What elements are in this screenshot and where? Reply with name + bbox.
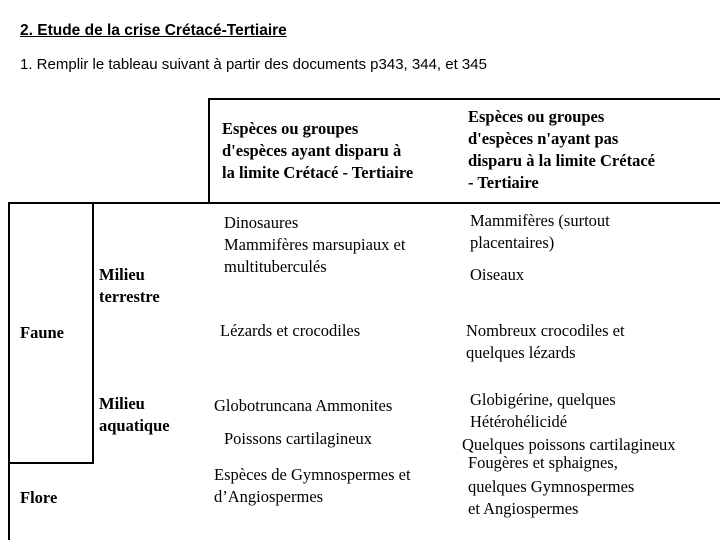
cell-flora-disappeared: Espèces de Gymnospermes et d’Angiospermes xyxy=(214,465,411,506)
cell-aquatic-disappeared-1: Globotruncana Ammonites xyxy=(214,396,393,415)
cell-aquatic-survived-2: Quelques poissons cartilagineux xyxy=(462,435,676,454)
cell-flora-survived-2: quelques Gymnospermes et Angiospermes xyxy=(468,477,635,518)
column-header-survived: Espèces ou groupes d'espèces n'ayant pas disparu à la limite Crétacé - Tertiaire xyxy=(468,107,655,192)
instruction-text: 1. Remplir le tableau suivant à partir des documents p343, 344, et 345 xyxy=(20,56,487,73)
row-label-flora: Flore xyxy=(20,488,58,507)
table-border-left xyxy=(8,202,10,540)
table-divider-header xyxy=(8,202,720,204)
cell-terrestrial-survived-2: Oiseaux xyxy=(470,265,525,284)
cell-flora-survived-1: Fougères et sphaignes, xyxy=(468,453,618,472)
cell-terrestrial-survived-1: Mammifères (surtout placentaires) xyxy=(470,211,610,252)
table-divider-env xyxy=(92,202,94,462)
row-label-fauna: Faune xyxy=(20,323,65,342)
column-header-disappeared: Espèces ou groupes d'espèces ayant disparu à la limite Crétacé - Tertiaire xyxy=(222,119,414,182)
cell-aquatic-disappeared-2: Poissons cartilagineux xyxy=(224,429,373,448)
cell-aquatic-survived-1: Globigérine, quelques Hétérohélicidé xyxy=(470,390,616,431)
cell-terrestrial-disappeared-2: Lézards et crocodiles xyxy=(220,321,361,340)
row-label-aquatic: Milieu aquatique xyxy=(99,394,170,435)
cell-terrestrial-disappeared-1: Dinosaures Mammifères marsupiaux et multituberculés xyxy=(224,213,406,276)
row-label-terrestrial: Milieu terrestre xyxy=(99,265,160,306)
page-title: 2. Etude de la crise Crétacé-Tertiaire xyxy=(20,22,287,39)
table-divider-fauna-flora xyxy=(8,462,94,464)
table-border-left-header xyxy=(208,98,210,204)
table-border-top xyxy=(208,98,720,100)
cell-terrestrial-survived-3: Nombreux crocodiles et quelques lézards xyxy=(466,321,625,362)
